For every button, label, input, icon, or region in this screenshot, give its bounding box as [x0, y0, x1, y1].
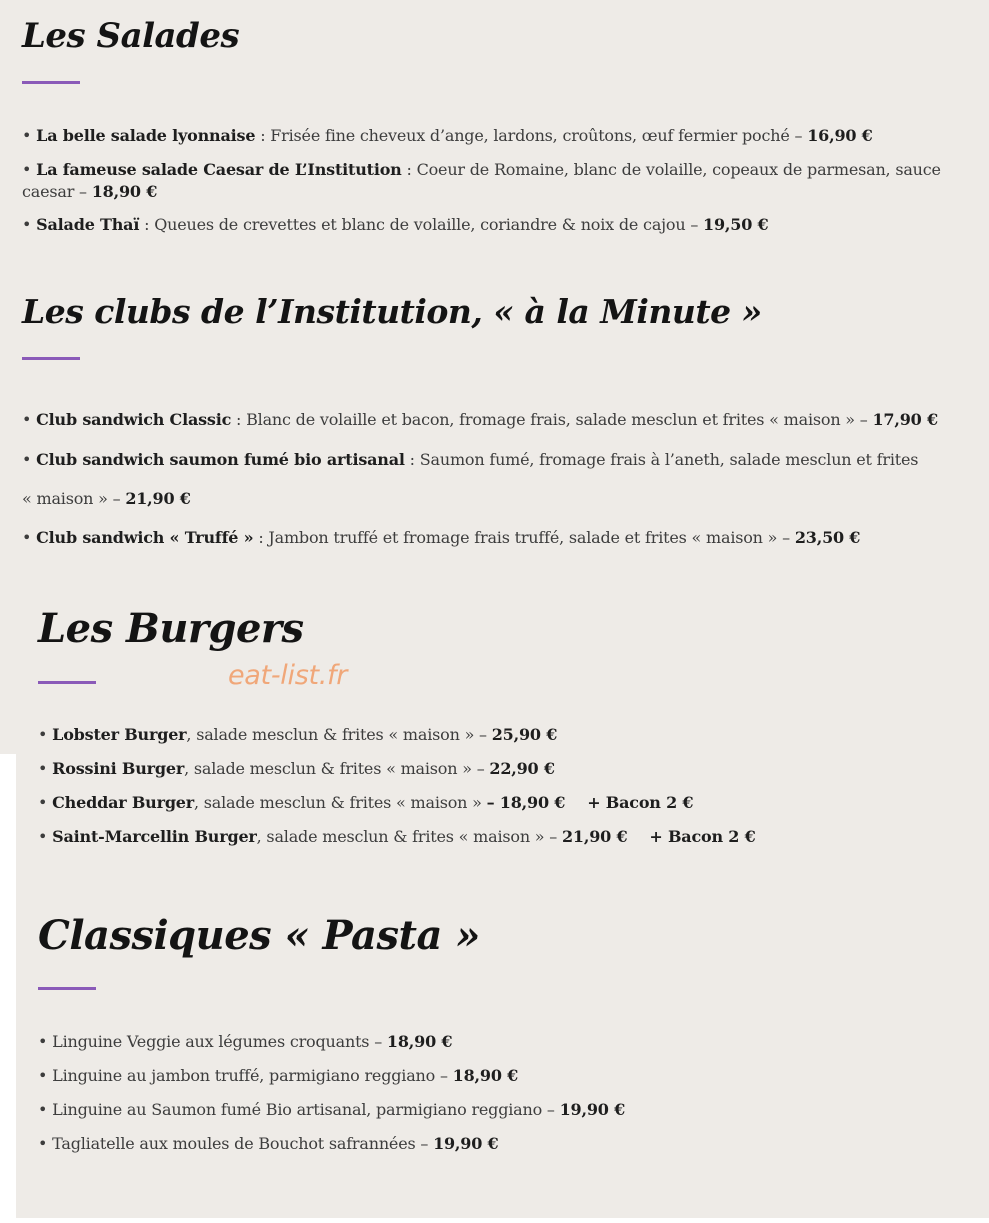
- item-name: Club sandwich saumon fumé bio artisanal: [36, 450, 405, 469]
- item-price: 23,50 €: [794, 528, 861, 547]
- menu-item: [38, 725, 557, 744]
- item-price: 19,90 €: [559, 1100, 626, 1119]
- bullet: •: [38, 1100, 48, 1119]
- item-description: : Saumon fumé, fromage frais à l’aneth, salade mesclun et frites: [404, 450, 919, 469]
- bullet: •: [22, 215, 32, 234]
- item-description: Tagliatelle aux moules de Bouchot safrannées –: [52, 1134, 434, 1153]
- menu-item: [38, 1100, 625, 1119]
- item-description: , salade mesclun & frites « maison » –: [184, 759, 490, 778]
- item-description: : Queues de crevettes et blanc de volaille, coriandre & noix de cajou –: [139, 215, 704, 234]
- item-description: Linguine au jambon truffé, parmigiano reggiano –: [52, 1066, 453, 1085]
- item-description: , salade mesclun & frites « maison » –: [256, 827, 562, 846]
- item-description: caesar –: [22, 182, 92, 201]
- item-description: : Coeur de Romaine, blanc de volaille, copeaux de parmesan, sauce: [401, 160, 941, 179]
- menu-item: [38, 1134, 498, 1153]
- item-description: « maison » –: [22, 489, 126, 508]
- item-price: 21,90 €: [561, 827, 628, 846]
- item-price: – 18,90 €: [486, 793, 566, 812]
- item-price: 18,90 €: [91, 182, 158, 201]
- menu-item: [22, 450, 918, 469]
- menu-item: [38, 759, 555, 778]
- menu-item: [38, 827, 756, 846]
- menu-item-continuation: [22, 182, 157, 201]
- bullet: •: [38, 759, 48, 778]
- bullet: •: [22, 126, 32, 145]
- menu-item: [38, 1032, 452, 1051]
- item-name: La fameuse salade Caesar de L’Institution: [36, 160, 402, 179]
- section-title-clubs: Les clubs de l’Institution, « à la Minute »: [22, 292, 762, 331]
- item-price: 22,90 €: [489, 759, 555, 778]
- item-extra-option: + Bacon 2 €: [649, 827, 756, 846]
- menu-item: [22, 528, 860, 547]
- item-name: Club sandwich « Truffé »: [36, 528, 254, 547]
- bullet: •: [38, 827, 48, 846]
- menu-item: [22, 160, 941, 179]
- item-description: : Blanc de volaille et bacon, fromage frais, salade mesclun et frites « maison » –: [231, 410, 873, 429]
- bullet: •: [22, 528, 32, 547]
- item-name: Lobster Burger: [52, 725, 187, 744]
- item-price: 19,50 €: [703, 215, 769, 234]
- bullet: •: [38, 1032, 48, 1051]
- item-price: 18,90 €: [386, 1032, 453, 1051]
- bullet: •: [22, 410, 32, 429]
- section-divider-pasta: [38, 987, 96, 990]
- menu-item: [38, 793, 693, 812]
- item-description: Linguine au Saumon fumé Bio artisanal, parmigiano reggiano –: [52, 1100, 560, 1119]
- bullet: •: [22, 450, 32, 469]
- item-name: Rossini Burger: [52, 759, 185, 778]
- section-divider-salades: [22, 81, 80, 84]
- item-price: 21,90 €: [125, 489, 191, 508]
- menu-item: [38, 1066, 518, 1085]
- item-price: 17,90 €: [872, 410, 938, 429]
- section-title-burgers: Les Burgers: [38, 605, 304, 652]
- item-name: Saint-Marcellin Burger: [52, 827, 257, 846]
- menu-item-continuation: [22, 489, 191, 508]
- item-description: : Frisée fine cheveux d’ange, lardons, croûtons, œuf fermier poché –: [255, 126, 808, 145]
- item-price: 19,90 €: [433, 1134, 499, 1153]
- menu-item: [22, 410, 938, 429]
- item-price: 16,90 €: [807, 126, 873, 145]
- bullet: •: [38, 793, 48, 812]
- item-name: Salade Thaï: [36, 215, 140, 234]
- bullet: •: [38, 1134, 48, 1153]
- item-description: , salade mesclun & frites « maison »: [194, 793, 487, 812]
- item-extra-option: + Bacon 2 €: [587, 793, 694, 812]
- item-description: Linguine Veggie aux légumes croquants –: [52, 1032, 387, 1051]
- menu-item: [22, 126, 873, 145]
- section-title-salades: Les Salades: [22, 16, 240, 56]
- item-description: , salade mesclun & frites « maison » –: [186, 725, 492, 744]
- item-price: 25,90 €: [491, 725, 558, 744]
- item-description: : Jambon truffé et fromage frais truffé, salade et frites « maison » –: [253, 528, 795, 547]
- bullet: •: [38, 1066, 48, 1085]
- section-title-pasta: Classiques « Pasta »: [38, 912, 480, 959]
- section-divider-clubs: [22, 357, 80, 360]
- bullet: •: [38, 725, 48, 744]
- item-name: Club sandwich Classic: [36, 410, 232, 429]
- section-divider-burgers: [38, 681, 96, 684]
- bullet: •: [22, 160, 32, 179]
- item-name: Cheddar Burger: [52, 793, 195, 812]
- menu-item: [22, 215, 768, 234]
- watermark-text: eat-list.fr: [228, 660, 348, 691]
- item-name: La belle salade lyonnaise: [36, 126, 256, 145]
- item-price: 18,90 €: [452, 1066, 519, 1085]
